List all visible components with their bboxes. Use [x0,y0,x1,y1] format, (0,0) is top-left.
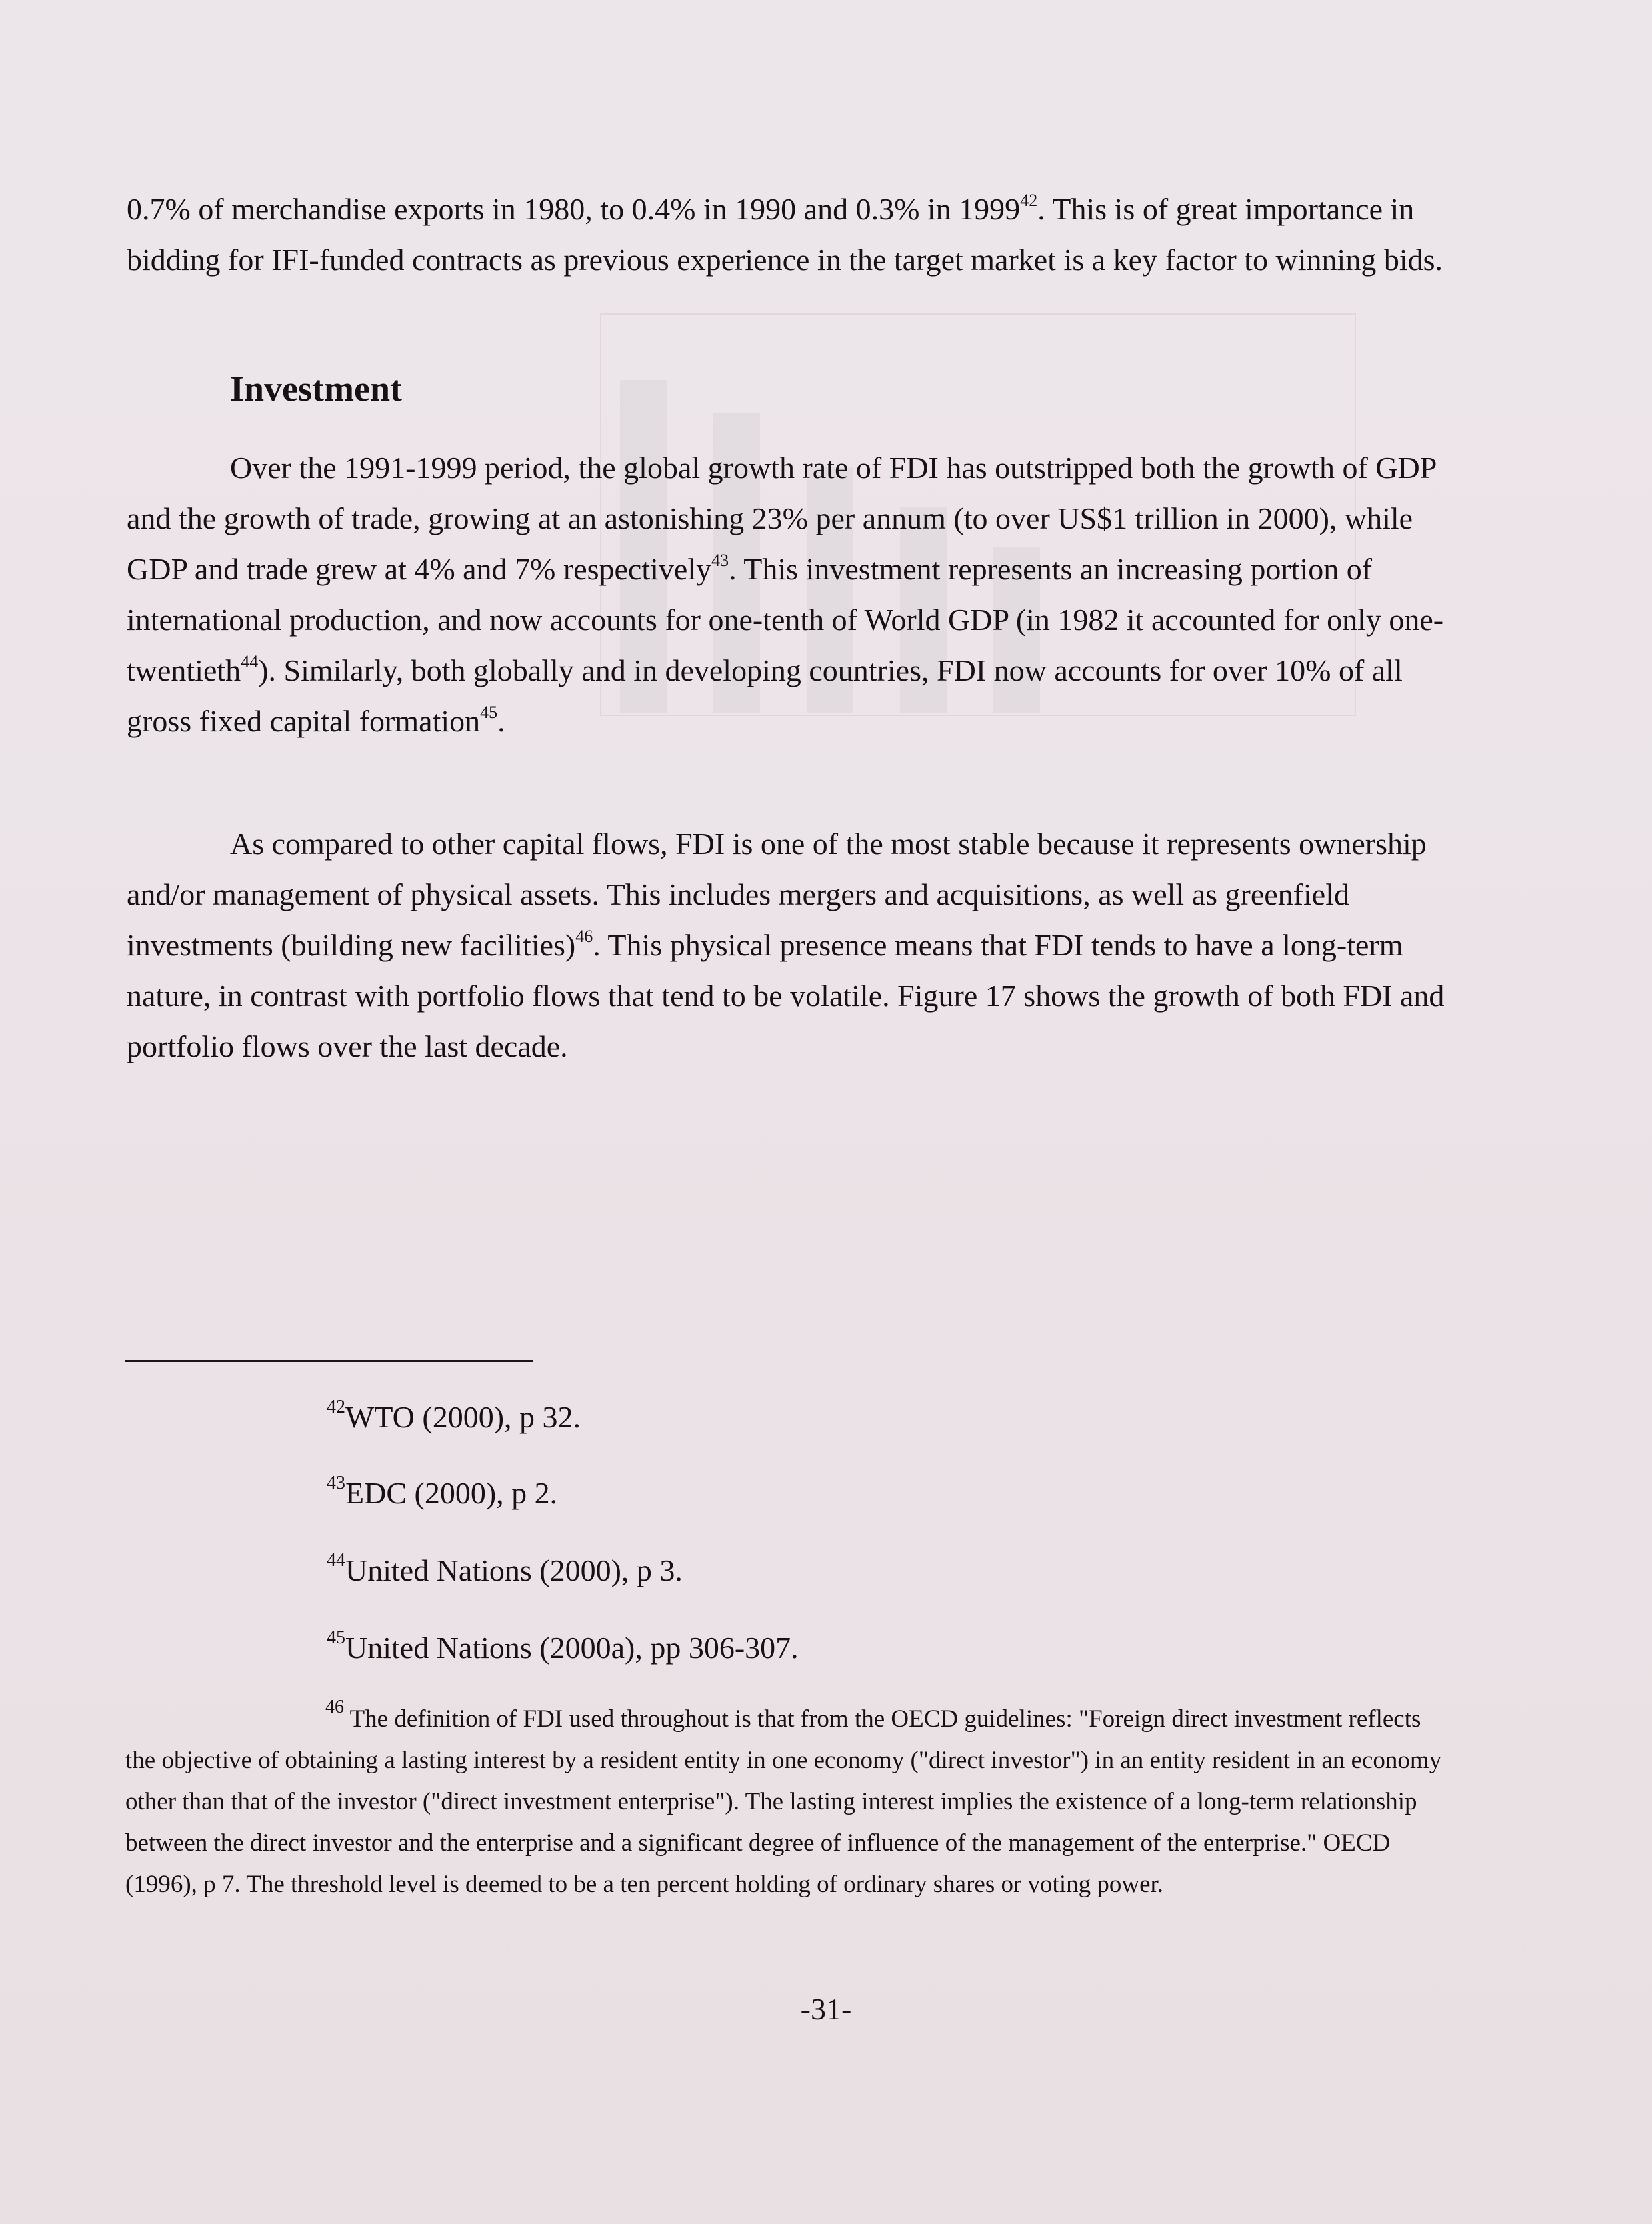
paragraph-text: . [497,704,505,738]
paragraph-text: Over the 1991-1999 period, the global growth rate of FDI has outstripped both the growth of GDP and the growth of trade, growing at an astonishing 23% per annum (to over US$1 trillion in 2000), while GDP and trade grew at 4% and 7% respectively [127,451,1436,586]
footnote-42 [327,1397,581,1437]
section-heading: Investment [230,369,402,409]
paragraph-fdi-growth [127,443,1453,747]
paragraph-text: ). Similarly, both globally and in developing countries, FDI now accounts for over 10% of all gross fixed capital formation [127,653,1403,738]
footnote-number: 42 [327,1396,345,1417]
paragraph-text: . This investment represents an increasing portion of international production, and now accounts for one-tenth of World GDP (in 1982 it accounted for only one-twentieth [127,552,1444,687]
paragraph-text: 0.7% of merchandise exports in 1980, to 0.4% in 1990 and 0.3% in 1999 [127,192,1021,226]
footnote-text: WTO (2000), p 32. [345,1400,581,1434]
footnote-text: EDC (2000), p 2. [345,1476,558,1510]
footnote-46 [125,1696,1445,1905]
footnote-ref-43[interactable]: 43 [711,550,729,570]
paragraph-text: . This is of great importance in bidding for IFI-funded contracts as previous experience in the target market is a key factor to winning bids. [127,192,1443,277]
footnote-44 [327,1551,683,1591]
footnote-number: 45 [327,1627,345,1648]
paragraph-text: . This physical presence means that FDI tends to have a long-term nature, in contrast with portfolio flows that tend to be volatile. Figure 17 shows the growth of both FDI and portfolio flows over the last decade. [127,928,1445,1063]
paragraph-text: As compared to other capital flows, FDI is one of the most stable because it represents ownership and/or management of physical assets. This includes mergers and acquisitions, as well as greenfield investments (building new facilities) [127,827,1427,962]
footnote-number: 44 [327,1549,345,1571]
footnote-45 [327,1628,799,1668]
footnote-ref-44[interactable]: 44 [241,651,259,671]
footnote-ref-42[interactable]: 42 [1020,190,1038,210]
footnote-text: United Nations (2000), p 3. [345,1553,683,1587]
paragraph-fdi-stability [127,819,1453,1072]
footnote-text: United Nations (2000a), pp 306-307. [345,1631,799,1665]
footnote-text: The definition of FDI used throughout is that from the OECD guidelines: "Foreign direct investment reflects the objective of obtaining a lasting interest by a resident entity in one economy ("direct investor") in an entity resident in an economy other than that of the investor ("direct investment enterprise"). The lasting interest implies the existence of a long-term relationship between the direct investor and the enterprise and a significant degree of influence of the management of the enterprise." OECD (1996), p 7. The threshold level is deemed to be a ten percent holding of ordinary shares or voting power. [125,1705,1442,1898]
page-number: -31- [800,1992,852,2026]
footnote-ref-45[interactable]: 45 [480,702,498,722]
footnote-number: 46 [325,1696,344,1717]
paragraph-exports [127,184,1453,285]
footnote-ref-46[interactable]: 46 [575,926,593,946]
footnote-separator [125,1360,533,1362]
footnote-43 [327,1473,557,1513]
footnote-number: 43 [327,1472,345,1493]
